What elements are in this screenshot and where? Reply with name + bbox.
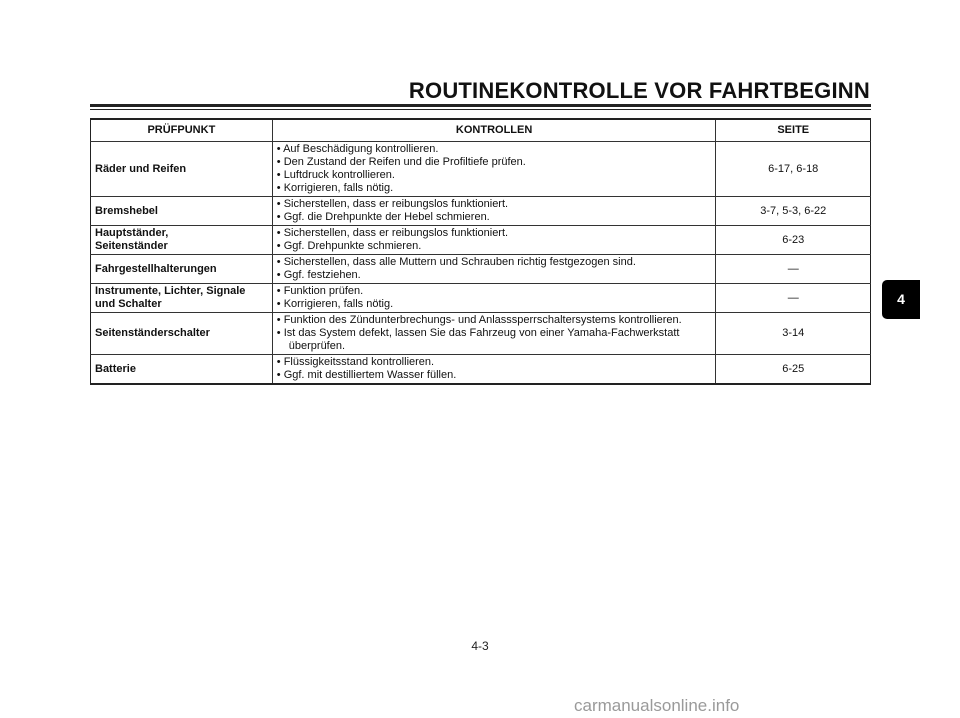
row-item-label: und Schalter (95, 298, 162, 310)
page-number: 4-3 (471, 639, 489, 653)
row-checks-cell (272, 284, 716, 313)
check-item: • Sicherstellen, dass er reibungslos funktioniert. (277, 198, 712, 211)
inspection-table-container (90, 118, 871, 385)
check-item: • Sicherstellen, dass er reibungslos funktioniert. (277, 227, 712, 240)
check-item: • Funktion prüfen. (277, 285, 712, 298)
table-row (91, 142, 871, 197)
check-item: • Ggf. mit destilliertem Wasser füllen. (277, 369, 712, 382)
column-header-page: SEITE (777, 124, 810, 136)
checks-list (277, 285, 712, 311)
row-item-label: Fahrgestellhalterungen (95, 262, 217, 275)
row-checks-cell (272, 255, 716, 284)
row-item-label: Instrumente, Lichter, Signale (95, 285, 246, 297)
table-row (91, 197, 871, 226)
checks-list (277, 227, 712, 253)
column-header-checks: KONTROLLEN (272, 119, 716, 142)
table-row (91, 355, 871, 385)
row-item-cell (91, 197, 273, 226)
row-item-label: Seitenständer (95, 240, 168, 252)
check-item: • Den Zustand der Reifen und die Profiltiefe prüfen. (277, 156, 712, 169)
table-body (91, 142, 871, 385)
row-checks-cell (272, 226, 716, 255)
table-row (91, 284, 871, 313)
checks-list (277, 314, 712, 353)
row-checks-cell (272, 142, 716, 197)
inspection-table (90, 118, 871, 385)
row-page-ref: 6-25 (782, 362, 805, 375)
checks-list (277, 356, 712, 382)
row-page-ref: 6-17, 6-18 (768, 162, 819, 175)
row-item-cell (91, 284, 273, 313)
check-item: • Ggf. Drehpunkte schmieren. (277, 240, 712, 253)
row-item-label: Räder und Reifen (95, 162, 187, 175)
check-item: • Korrigieren, falls nötig. (277, 298, 712, 311)
title-rule-thin (90, 109, 871, 110)
table-row (91, 226, 871, 255)
row-item-cell (91, 142, 273, 197)
row-checks-cell (272, 313, 716, 355)
row-item-label: Seitenständerschalter (95, 327, 210, 339)
check-item: • Auf Beschädigung kontrollieren. (277, 143, 712, 156)
check-item: • Ggf. die Drehpunkte der Hebel schmieren. (277, 211, 712, 224)
check-item: • Luftdruck kontrollieren. (277, 169, 712, 182)
page-title: ROUTINEKONTROLLE VOR FAHRTBEGINN (408, 78, 870, 103)
row-page-ref: 3-14 (782, 327, 805, 339)
row-page-ref: — (787, 291, 799, 304)
table-row (91, 313, 871, 355)
check-item: • Funktion des Zündunterbrechungs- und Anlasssperrschaltersystems kontrollieren. (277, 314, 712, 327)
checks-list (277, 143, 712, 195)
check-item: • Flüssigkeitsstand kontrollieren. (277, 356, 712, 369)
watermark: carmanualsonline.info (574, 696, 740, 715)
chapter-tab-label: 4 (897, 291, 905, 307)
check-item: • Ggf. festziehen. (277, 269, 712, 282)
chapter-tab (882, 280, 920, 319)
row-item-cell (91, 313, 273, 355)
checks-list (277, 198, 712, 224)
row-checks-cell (272, 355, 716, 385)
row-item-label: Hauptständer, (95, 227, 169, 239)
row-item-cell (91, 226, 273, 255)
table-row (91, 255, 871, 284)
row-page-ref: — (787, 262, 799, 275)
check-item: • Korrigieren, falls nötig. (277, 182, 712, 195)
row-page-ref: 6-23 (782, 233, 805, 246)
column-header-item: PRÜFPUNKT (91, 119, 273, 142)
row-item-cell (91, 355, 273, 385)
checks-list (277, 256, 712, 282)
check-item: • Ist das System defekt, lassen Sie das Fahrzeug von einer Yamaha-Fachwerkstatt überprüfen. (277, 327, 712, 353)
title-rule (90, 104, 871, 107)
table-header-row (91, 119, 871, 142)
row-item-cell (91, 255, 273, 284)
row-page-ref: 3-7, 5-3, 6-22 (760, 204, 827, 217)
row-item-label: Bremshebel (95, 204, 158, 217)
check-item: • Sicherstellen, dass alle Muttern und Schrauben richtig festgezogen sind. (277, 256, 712, 269)
row-checks-cell (272, 197, 716, 226)
row-item-label: Batterie (95, 362, 136, 375)
